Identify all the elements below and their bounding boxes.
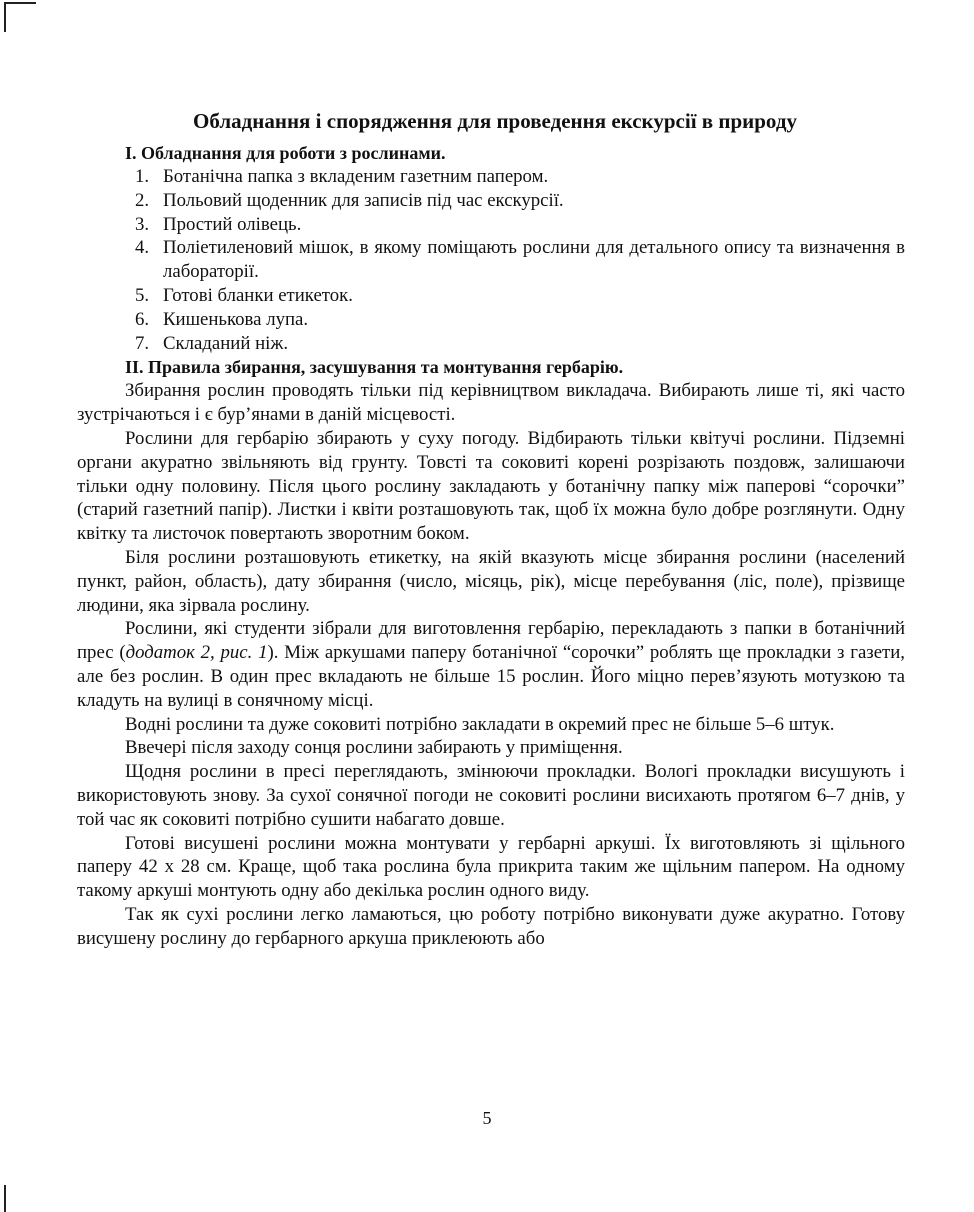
list-item-number: 6. <box>135 308 150 330</box>
list-item-text: Поліетиленовий мішок, в якому поміщають рослини для детального опису та визначення в лабораторії. <box>163 237 905 283</box>
list-item-text: Складаний ніж. <box>163 332 289 354</box>
paragraph-careful: Так як сухі рослини легко ламаються, цю роботу потрібно виконувати дуже акуратно. Готову висушену рослину до гербарного аркуша приклеюють або <box>77 903 905 949</box>
paragraph-daily-check: Щодня рослини в пресі переглядають, змінюючи прокладки. Вологі прокладки висушують і використовують знову. За сухої сонячної погоди не соковиті рослини висихають протягом 6–7 днів, у той час як соковиті потрібно сушити набагато довше. <box>77 761 905 830</box>
list-item <box>77 332 905 356</box>
list-item-number: 3. <box>135 213 150 235</box>
list-item <box>77 236 905 284</box>
appendix-reference: додаток 2, рис. 1 <box>125 642 268 664</box>
paragraph-press-start: Рослини, які студенти зібрали для виготовлення гербарію, перекладають з папки в ботанічний прес ( <box>77 618 905 664</box>
list-item-text: Кишенькова лупа. <box>163 308 309 330</box>
page-title: Обладнання і спорядження для проведення екскурсії в природу <box>193 109 797 133</box>
page-number: 5 <box>482 1108 492 1128</box>
paragraph-evening: Ввечері після заходу сонця рослини забирають у приміщення. <box>125 737 623 759</box>
section-heading-herbarium-rules: II. Правила збирання, засушування та монтування гербарію. <box>125 357 624 378</box>
list-item-number: 1. <box>135 166 150 187</box>
paragraph-press-end: ). Між аркушами паперу ботанічної “сорочки” роблять ще прокладки з газети, але без рослин. В один прес вкладають не більше 15 рослин. Його міцно перев’язують мотузкою та кладуть на вулиці в сонячному місці. <box>77 642 905 711</box>
crop-mark-top-vertical <box>4 2 6 32</box>
paragraph-mounting: Готові висушені рослини можна монтувати у гербарні аркуші. Їх виготовляють зі щільного паперу 42 х 28 см. Краще, щоб така рослина була прикрита таким же щільним папером. На одному такому аркуші монтують одну або декілька рослин одного виду. <box>77 832 905 902</box>
list-item <box>77 284 905 308</box>
list-item <box>77 213 905 237</box>
paragraph-label: Біля рослини розташовують етикетку, на якій вказують місце збирання рослини (населений пункт, район, область), дату збирання (число, місяць, рік), місце перебування (ліс, поле), прізвище людини, яка зірвала рослину. <box>77 546 905 616</box>
crop-mark-top-horizontal <box>4 2 36 4</box>
paragraph-press <box>77 617 905 712</box>
paragraph-collection: Збирання рослин проводять тільки під керівництвом викладача. Вибирають лише ті, які часто зустрічаються і є бур’янами в даній місцевості. <box>77 380 905 426</box>
list-item-text: Простий олівець. <box>163 213 302 235</box>
paragraph-water-plants: Водні рослини та дуже соковиті потрібно закладати в окремий прес не більше 5–6 штук. <box>125 713 835 735</box>
list-item-text: Готові бланки етикеток. <box>163 284 353 306</box>
list-item-text: Польовий щоденник для записів під час екскурсії. <box>163 189 564 211</box>
section-heading-equipment: I. Обладнання для роботи з рослинами. <box>125 143 446 163</box>
list-item <box>77 308 905 332</box>
list-item-number: 5. <box>135 284 150 306</box>
page-content <box>77 105 905 951</box>
list-item <box>77 165 905 189</box>
list-item-number: 7. <box>135 332 150 354</box>
list-item-number: 4. <box>135 237 150 259</box>
paragraph-dry-weather: Рослини для гербарію збирають у суху погоду. Відбирають тільки квітучі рослини. Підземні органи акуратно звільняють від грунту. Товсті та соковиті корені розрізають поздовж, залишаючи тільки одну половину. Після цього рослину закладають у ботанічну папку між паперові “сорочки” (старий газетний папір). Листки і квіти розташовують так, щоб їх можна було добре розглянути. Одну квітку та листочок повертають зворотним боком. <box>77 427 905 545</box>
equipment-list <box>77 165 905 355</box>
list-item-number: 2. <box>135 189 150 211</box>
list-item <box>77 189 905 213</box>
crop-mark-bottom-vertical <box>4 1185 6 1212</box>
list-item-text: Ботанічна папка з вкладеним газетним папером. <box>163 166 549 187</box>
